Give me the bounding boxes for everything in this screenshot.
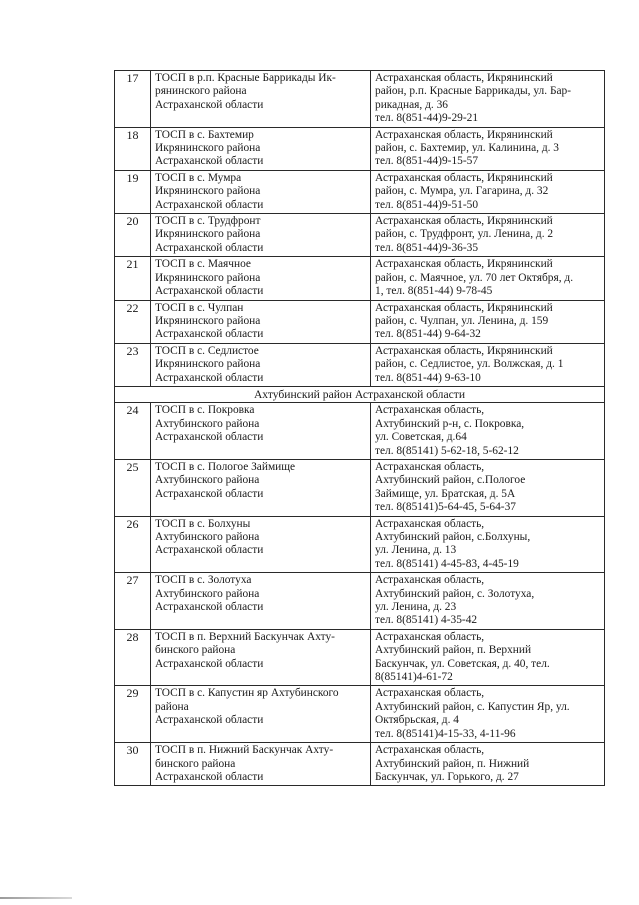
address-line: Баскунчак, ул. Советская, д. 40, тел. [375, 657, 550, 670]
table-row [115, 459, 605, 516]
address-line: 1, тел. 8(851-44) 9-78-45 [375, 285, 493, 298]
name-line: Астраханской области [155, 198, 264, 211]
table-body-akhtubinsky [115, 403, 605, 786]
name-line: Астраханской области [155, 371, 264, 384]
table-body-ikryaninsky [115, 71, 605, 387]
address-cell [371, 459, 605, 516]
name-line: Икрянинского района [155, 271, 261, 284]
row-number: 25 [115, 459, 151, 516]
address-line: Астраханская область, [375, 460, 485, 473]
name-line: Ахтубинского района [155, 531, 260, 543]
address-cell [371, 127, 605, 170]
address-cell [371, 257, 605, 300]
name-line: Икрянинского района [155, 228, 261, 241]
address-cell [371, 573, 605, 630]
row-number: 30 [115, 743, 151, 786]
address-line: тел. 8(851-44)9-36-35 [375, 241, 479, 254]
table-row [115, 214, 605, 257]
name-line: Астраханской области [155, 487, 264, 500]
table-row [115, 300, 605, 343]
address-line: район, с. Маячное, ул. 70 лет Октября, д. [375, 271, 574, 284]
address-line: район, с. Трудфронт, ул. Ленина, д. 2 [375, 228, 554, 241]
name-line: Астраханской области [155, 770, 264, 783]
organization-name [151, 629, 371, 686]
organization-name [151, 71, 371, 128]
address-line: Астраханская область, [375, 404, 485, 417]
organization-name [151, 170, 371, 213]
name-line: Ахтубинского района [155, 587, 260, 600]
row-number: 18 [115, 127, 151, 170]
name-line: ТОСП в с. Капустин яр Ахтубинского [155, 687, 339, 700]
address-cell [371, 403, 605, 460]
address-line: Астраханская область, [375, 744, 485, 757]
organization-name [151, 127, 371, 170]
address-cell [371, 516, 605, 573]
name-line: Икрянинского района [155, 142, 261, 155]
address-line: Ахтубинский р-н, с. Покровка, [375, 417, 525, 430]
name-line: района [155, 700, 189, 713]
row-number: 23 [115, 343, 151, 386]
name-line: Астраханской области [155, 328, 264, 341]
table-row [115, 170, 605, 213]
name-line: ТОСП в с. Пологое Займище [155, 460, 296, 473]
row-number: 27 [115, 573, 151, 630]
address-cell [371, 743, 605, 786]
name-line: ТОСП в с. Трудфронт [155, 215, 261, 228]
address-line: Ахтубинский район, с.Болхуны, [375, 531, 531, 543]
name-line: Икрянинского района [155, 358, 261, 371]
table-row [115, 257, 605, 300]
name-line: Астраханской области [155, 714, 264, 727]
address-line: тел. 8(851-44) 9-63-10 [375, 371, 481, 384]
name-line: Икрянинского района [155, 314, 261, 327]
name-line: бинского района [155, 644, 236, 657]
name-line: Астраханской области [155, 601, 264, 614]
table-row [115, 403, 605, 460]
name-line: ТОСП в с. Золотуха [155, 574, 252, 587]
row-number: 26 [115, 516, 151, 573]
address-line: Астраханская область, Икрянинский [375, 344, 553, 357]
row-number: 20 [115, 214, 151, 257]
name-line: ТОСП в с. Седлистое [155, 344, 259, 357]
name-line: ТОСП в с. Маячное [155, 258, 251, 271]
address-line: тел. 8(85141) 4-35-42 [375, 614, 478, 627]
table-section [115, 386, 605, 402]
organization-name [151, 300, 371, 343]
organization-name [151, 459, 371, 516]
name-line: ТОСП в с. Чулпан [155, 301, 244, 314]
organization-name [151, 257, 371, 300]
name-line: Икрянинского района [155, 185, 261, 198]
table-row [115, 629, 605, 686]
address-line: тел. 8(851-44)9-51-50 [375, 198, 479, 211]
row-number: 17 [115, 71, 151, 128]
address-line: Баскунчак, ул. Горького, д. 27 [375, 770, 519, 783]
name-line: ТОСП в п. Верхний Баскунчак Ахту- [155, 630, 335, 643]
name-line: Ахтубинского района [155, 474, 260, 487]
address-line: Астраханская область, Икрянинский [375, 128, 553, 141]
address-line: Астраханская область, [375, 574, 485, 587]
table-row [115, 343, 605, 386]
address-line: Ахтубинский район, с. Капустин Яр, ул. [375, 700, 570, 713]
address-line: район, с. Седлистое, ул. Волжская, д. 1 [375, 358, 564, 371]
table-row [115, 686, 605, 743]
address-line: Займище, ул. Братская, д. 5А [375, 487, 516, 500]
organization-name [151, 343, 371, 386]
address-line: Астраханская область, [375, 517, 485, 530]
row-number: 24 [115, 403, 151, 460]
name-line: бинского района [155, 757, 236, 770]
address-line: Астраханская область, Икрянинский [375, 258, 553, 271]
table-row [115, 573, 605, 630]
name-line: рянинского района [155, 85, 247, 98]
address-cell [371, 71, 605, 128]
name-line: Астраханской области [155, 241, 264, 254]
name-line: Астраханской области [155, 544, 264, 557]
address-line: тел. 8(851-44)9-15-57 [375, 155, 479, 168]
address-line: ул. Ленина, д. 23 [375, 601, 457, 614]
address-cell [371, 170, 605, 213]
scan-edge-mark [0, 897, 72, 899]
table-row [115, 127, 605, 170]
address-line: Астраханская область, [375, 687, 485, 700]
address-line: Октябрьская, д. 4 [375, 714, 459, 727]
address-line: тел. 8(85141) 4-45-83, 4-45-19 [375, 557, 519, 570]
address-line: ул. Советская, д.64 [375, 431, 467, 444]
address-line: район, с. Бахтемир, ул. Калинина, д. 3 [375, 142, 560, 155]
name-line: ТОСП в п. Нижний Баскунчак Ахту- [155, 744, 334, 757]
section-header-row [115, 386, 605, 402]
address-line: район, р.п. Красные Баррикады, ул. Бар- [375, 85, 572, 98]
address-line: тел. 8(85141)4-15-33, 4-11-96 [375, 727, 516, 740]
address-line: Астраханская область, Икрянинский [375, 72, 553, 84]
address-line: Астраханская область, Икрянинский [375, 301, 553, 314]
address-cell [371, 300, 605, 343]
address-line: Ахтубинский район, п. Нижний [375, 757, 530, 770]
address-line: район, с. Чулпан, ул. Ленина, д. 159 [375, 314, 549, 327]
row-number: 21 [115, 257, 151, 300]
name-line: ТОСП в с. Мумра [155, 171, 242, 184]
address-line: Астраханская область, Икрянинский [375, 171, 553, 184]
section-title: Ахтубинский район Астраханской области [115, 386, 605, 402]
table-row [115, 71, 605, 128]
address-line: тел. 8(851-44)9-29-21 [375, 112, 479, 125]
address-line: Астраханская область, [375, 630, 485, 643]
name-line: ТОСП в с. Покровка [155, 404, 255, 417]
row-number: 22 [115, 300, 151, 343]
address-line: тел. 8(851-44) 9-64-32 [375, 328, 481, 341]
organization-name [151, 573, 371, 630]
name-line: Астраханской области [155, 657, 264, 670]
row-number: 29 [115, 686, 151, 743]
organization-name [151, 743, 371, 786]
name-line: Астраханской области [155, 98, 264, 111]
address-cell [371, 686, 605, 743]
row-number: 19 [115, 170, 151, 213]
address-line: Астраханская область, Икрянинский [375, 215, 553, 228]
table-row [115, 743, 605, 786]
tosp-address-table [114, 70, 605, 786]
address-line: Ахтубинский район, с.Пологое [375, 474, 526, 487]
name-line: ТОСП в р.п. Красные Баррикады Ик- [155, 72, 336, 84]
address-line: тел. 8(85141) 5-62-18, 5-62-12 [375, 444, 519, 457]
organization-name [151, 516, 371, 573]
name-line: Ахтубинского района [155, 417, 260, 430]
organization-name [151, 214, 371, 257]
address-line: 8(85141)4-61-72 [375, 671, 453, 684]
address-line: район, с. Мумра, ул. Гагарина, д. 32 [375, 185, 549, 198]
name-line: Астраханской области [155, 285, 264, 298]
name-line: Астраханской области [155, 431, 264, 444]
address-line: Ахтубинский район, с. Золотуха, [375, 587, 535, 600]
address-line: ул. Ленина, д. 13 [375, 544, 457, 557]
address-line: тел. 8(85141)5-64-45, 5-64-37 [375, 501, 516, 514]
address-cell [371, 343, 605, 386]
name-line: ТОСП в с. Бахтемир [155, 128, 254, 141]
name-line: ТОСП в с. Болхуны [155, 517, 251, 530]
address-line: Ахтубинский район, п. Верхний [375, 644, 532, 657]
table-row [115, 516, 605, 573]
address-cell [371, 214, 605, 257]
row-number: 28 [115, 629, 151, 686]
organization-name [151, 686, 371, 743]
name-line: Астраханской области [155, 155, 264, 168]
organization-name [151, 403, 371, 460]
address-cell [371, 629, 605, 686]
address-line: рикадная, д. 36 [375, 98, 448, 111]
